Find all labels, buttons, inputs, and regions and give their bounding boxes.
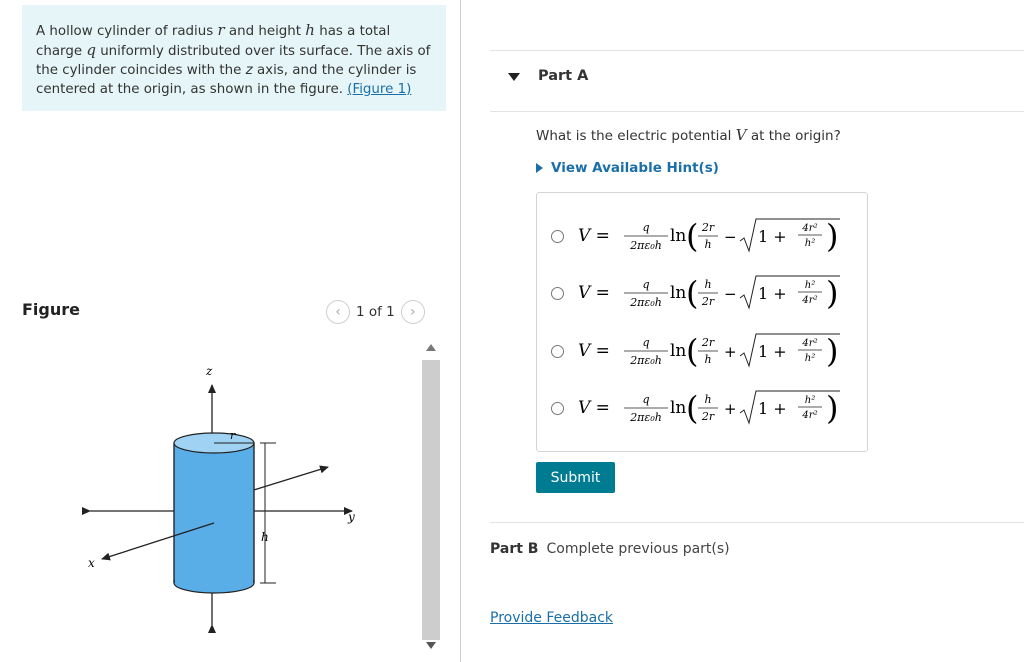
svg-text:q: q (642, 393, 650, 406)
svg-text:(: ( (686, 217, 699, 255)
var-z: z (245, 63, 253, 78)
svg-text:2πε₀h: 2πε₀h (630, 239, 662, 252)
hints-label: View Available Hint(s) (551, 160, 719, 176)
svg-text:2r: 2r (701, 221, 715, 234)
provide-feedback-link[interactable]: Provide Feedback (490, 610, 614, 626)
svg-text:−: − (724, 228, 737, 246)
svg-text:(: ( (686, 389, 699, 427)
scroll-down-arrow-icon[interactable] (426, 642, 436, 649)
problem-text-5: axis, and the cylinder is centered at the origin, as shown in the figure. (36, 63, 417, 97)
svg-text:1 +: 1 + (758, 342, 787, 361)
var-h: h (305, 21, 315, 39)
answer-options (536, 192, 868, 452)
svg-text:4r²: 4r² (802, 295, 818, 306)
svg-text:+: + (724, 343, 737, 361)
svg-text:h: h (704, 393, 712, 406)
left-pane (0, 0, 461, 662)
svg-text:q: q (642, 336, 650, 349)
problem-text-3: has a total charge (36, 24, 391, 59)
part-a-title: Part A (538, 68, 589, 84)
svg-text:h²: h² (804, 395, 816, 406)
part-a-question: What is the electric potential V at the origin? (536, 126, 841, 144)
svg-text:): ) (826, 274, 839, 312)
svg-text:−: − (724, 285, 737, 303)
radio-button[interactable] (551, 345, 564, 358)
svg-text:2r: 2r (701, 295, 715, 308)
part-b-title: Part B (490, 541, 539, 557)
svg-text:): ) (826, 332, 839, 370)
var-r: r (217, 21, 225, 39)
svg-text:h: h (704, 353, 712, 366)
figure-heading: Figure (22, 300, 80, 319)
var-v: V (735, 126, 747, 144)
answer-option[interactable] (551, 383, 861, 433)
problem-text-4: uniformly distributed over its surface. The axis of the cylinder coincides with the (36, 44, 431, 78)
submit-button[interactable]: Submit (536, 462, 615, 493)
svg-text:ln: ln (670, 283, 687, 303)
chevron-right-icon: › (409, 304, 416, 320)
answer-option[interactable] (551, 268, 861, 318)
svg-text:V =: V = (578, 283, 610, 303)
svg-text:ln: ln (670, 226, 687, 246)
part-b-header[interactable] (490, 522, 1024, 557)
formula-option-2 (578, 268, 848, 318)
svg-text:): ) (826, 217, 839, 255)
svg-text:V =: V = (578, 341, 610, 361)
svg-text:ln: ln (670, 398, 687, 418)
radio-button[interactable] (551, 402, 564, 415)
svg-text:h: h (704, 238, 712, 251)
part-b-status: Complete previous part(s) (546, 541, 730, 557)
svg-text:2r: 2r (701, 336, 715, 349)
chevron-left-icon: ‹ (335, 304, 341, 320)
svg-text:2πε₀h: 2πε₀h (630, 296, 662, 309)
scroll-thumb[interactable] (422, 360, 440, 640)
svg-text:1 +: 1 + (758, 399, 787, 418)
cylinder-figure (70, 355, 370, 640)
formula-option-1 (578, 211, 848, 261)
svg-text:2r: 2r (701, 410, 715, 423)
radio-button[interactable] (551, 287, 564, 300)
svg-text:1 +: 1 + (758, 284, 787, 303)
svg-text:V =: V = (578, 398, 610, 418)
svg-text:(: ( (686, 332, 699, 370)
svg-text:h²: h² (804, 238, 816, 249)
formula-option-3 (578, 326, 848, 376)
answer-option[interactable] (551, 326, 861, 376)
figure-link[interactable]: (Figure 1) (347, 82, 412, 97)
scroll-up-arrow-icon[interactable] (426, 344, 436, 351)
problem-statement (22, 5, 446, 111)
r-label: r (230, 429, 236, 442)
z-label: z (206, 364, 213, 378)
y-label: y (348, 510, 355, 524)
var-q: q (86, 41, 96, 59)
svg-text:+: + (724, 400, 737, 418)
svg-text:(: ( (686, 274, 699, 312)
svg-text:h: h (704, 278, 712, 291)
svg-text:ln: ln (670, 341, 687, 361)
svg-text:4r²: 4r² (802, 338, 818, 349)
svg-text:h²: h² (804, 353, 816, 364)
svg-text:q: q (642, 221, 650, 234)
x-label: x (88, 556, 95, 570)
svg-text:2πε₀h: 2πε₀h (630, 354, 662, 367)
svg-text:4r²: 4r² (802, 410, 818, 421)
svg-text:V =: V = (578, 226, 610, 246)
pager-text: 1 of 1 (356, 304, 395, 320)
svg-text:2πε₀h: 2πε₀h (630, 411, 662, 424)
figure-scrollbar[interactable] (420, 340, 442, 658)
collapse-triangle-icon[interactable] (508, 73, 520, 81)
view-hints-toggle[interactable] (536, 160, 719, 176)
answer-option[interactable] (551, 211, 861, 261)
right-pane (462, 0, 1024, 662)
svg-text:4r²: 4r² (802, 223, 818, 234)
svg-text:h²: h² (804, 280, 816, 291)
part-a-header[interactable] (490, 50, 1024, 112)
next-figure-button[interactable] (401, 300, 425, 324)
expand-triangle-icon (536, 163, 543, 173)
problem-text-2: and height (224, 24, 306, 39)
svg-text:): ) (826, 389, 839, 427)
figure-pager (326, 299, 425, 325)
prev-figure-button[interactable] (326, 300, 350, 324)
svg-text:1 +: 1 + (758, 227, 787, 246)
svg-text:q: q (642, 278, 650, 291)
radio-button[interactable] (551, 230, 564, 243)
formula-option-4 (578, 383, 848, 433)
h-label: h (261, 530, 269, 544)
problem-text-1: A hollow cylinder of radius (36, 24, 218, 39)
